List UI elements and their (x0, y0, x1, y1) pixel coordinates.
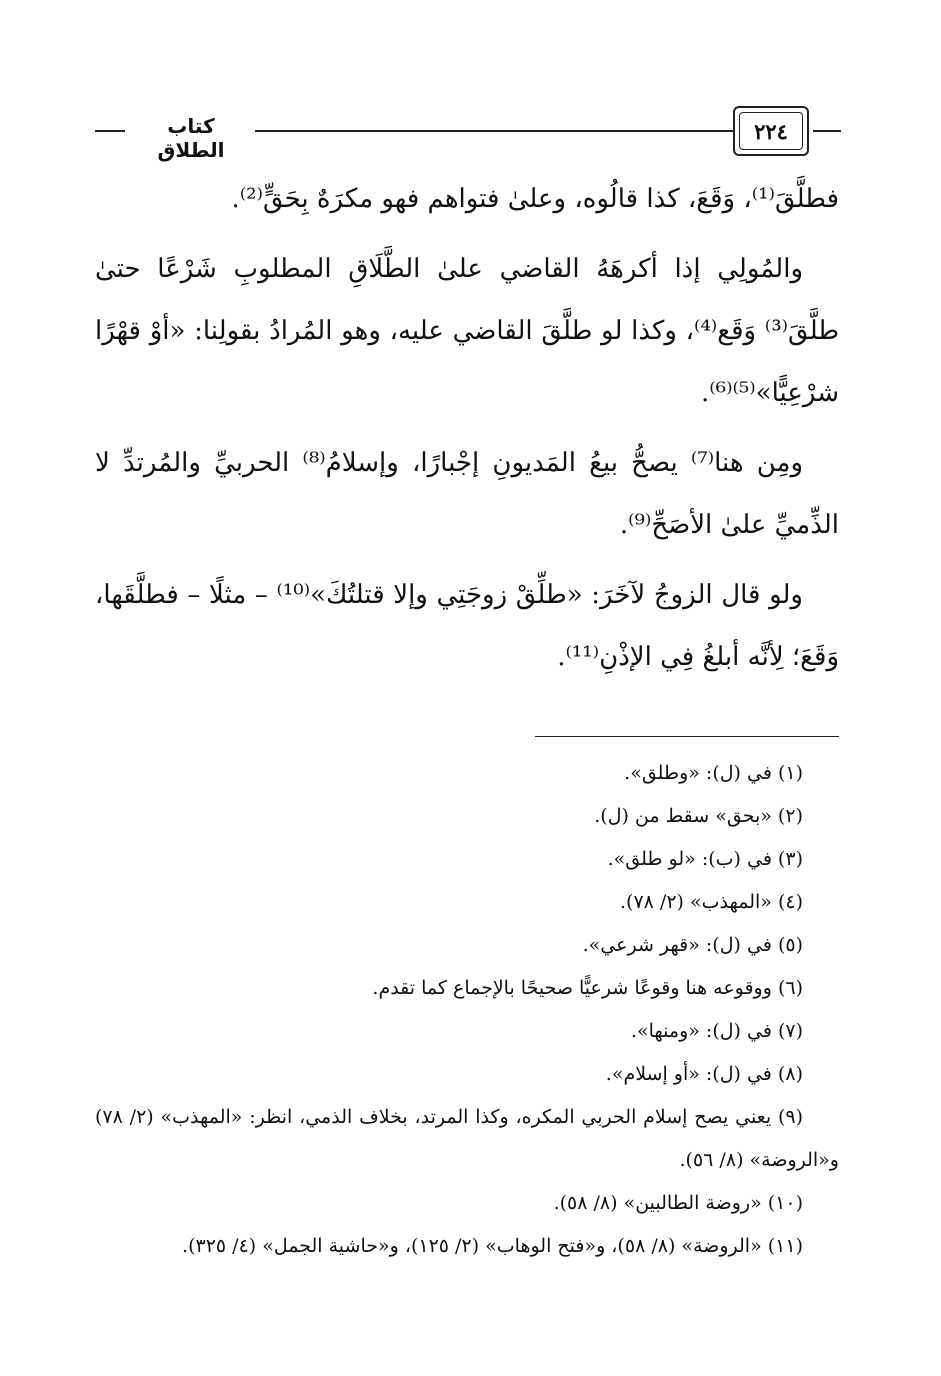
footnotes (95, 752, 839, 1268)
footnote: (٥) في (ل): «قهر شرعي». (582, 934, 803, 956)
page-number-box (733, 106, 809, 156)
footnote: (٦) ووقوعه هنا وقوعًا شرعيًّا صحيحًا بالإجماع كما تقدم. (372, 977, 803, 999)
main-text (95, 168, 839, 696)
header-rule-middle (255, 130, 733, 132)
page-number: ٢٢٤ (739, 112, 803, 150)
body-paragraph: والمُولِي إذا أكرهَهُ القاضي علىٰ الطَّلَاقِ المطلوبِ شَرْعًا حتىٰ طلَّقَ⁽³⁾ وَقَع⁽⁴⁾، وكذا لو طلَّقَ القاضي عليه، وهو المُرادُ بقولِنا: «أوْ قهْرًا شرْعِيًّا»⁽⁵⁾⁽⁶⁾. (95, 254, 840, 408)
footnote: (٧) في (ل): «ومنها». (630, 1020, 803, 1042)
footnote: (٣) في (ب): «لو طلق». (607, 848, 803, 870)
body-paragraph: ومِن هنا⁽⁷⁾ يصحُّ بيعُ المَديونِ إجْبارًا، وإسلامُ⁽⁸⁾ الحربيِّ والمُرتدِّ لا الذِّميِّ علىٰ الأصَحِّ⁽⁹⁾. (95, 448, 839, 540)
footnote: (١١) «الروضة» (٨/ ٥٨)، و«فتح الوهاب» (٢/ ١٢٥)، و«حاشية الجمل» (٤/ ٣٢٥). (182, 1235, 803, 1257)
footnote: (١) في (ل): «وطلق». (624, 762, 803, 784)
header-rule-left (95, 130, 125, 132)
footnote: (٤) «المهذب» (٢/ ٧٨). (619, 891, 803, 913)
running-title: كتاب الطلاق (157, 114, 225, 162)
body-paragraph: فطلَّقَ⁽¹⁾، وَقَعَ، كذا قالُوه، وعلىٰ فتواهم فهو مكرَهٌ بِحَقٍّ⁽²⁾. (231, 184, 839, 214)
running-header (95, 106, 841, 162)
footnote: (٨) في (ل): «أو إسلام». (605, 1063, 803, 1085)
footnote: (١٠) «روضة الطالبين» (٨/ ٥٨). (553, 1192, 803, 1214)
footnote: (٢) «بحق» سقط من (ل). (594, 805, 803, 827)
body-paragraph: ولو قال الزوجُ لآخَرَ: «طلِّقْ زوجَتِي وإلا قتلتُكَ»⁽¹⁰⁾ – مثلًا – فطلَّقَها، وَقَعَ؛ لِأنَّه أبلغُ فِي الإذْنِ⁽¹¹⁾. (95, 580, 839, 672)
footnote: (٩) يعني يصح إسلام الحربي المكره، وكذا المرتد، بخلاف الذمي، انظر: «المهذب» (٢/ ٧٨) و«الروضة» (٨/ ٥٦). (95, 1106, 839, 1171)
header-rule-right (813, 130, 841, 132)
footnote-separator (535, 736, 839, 737)
